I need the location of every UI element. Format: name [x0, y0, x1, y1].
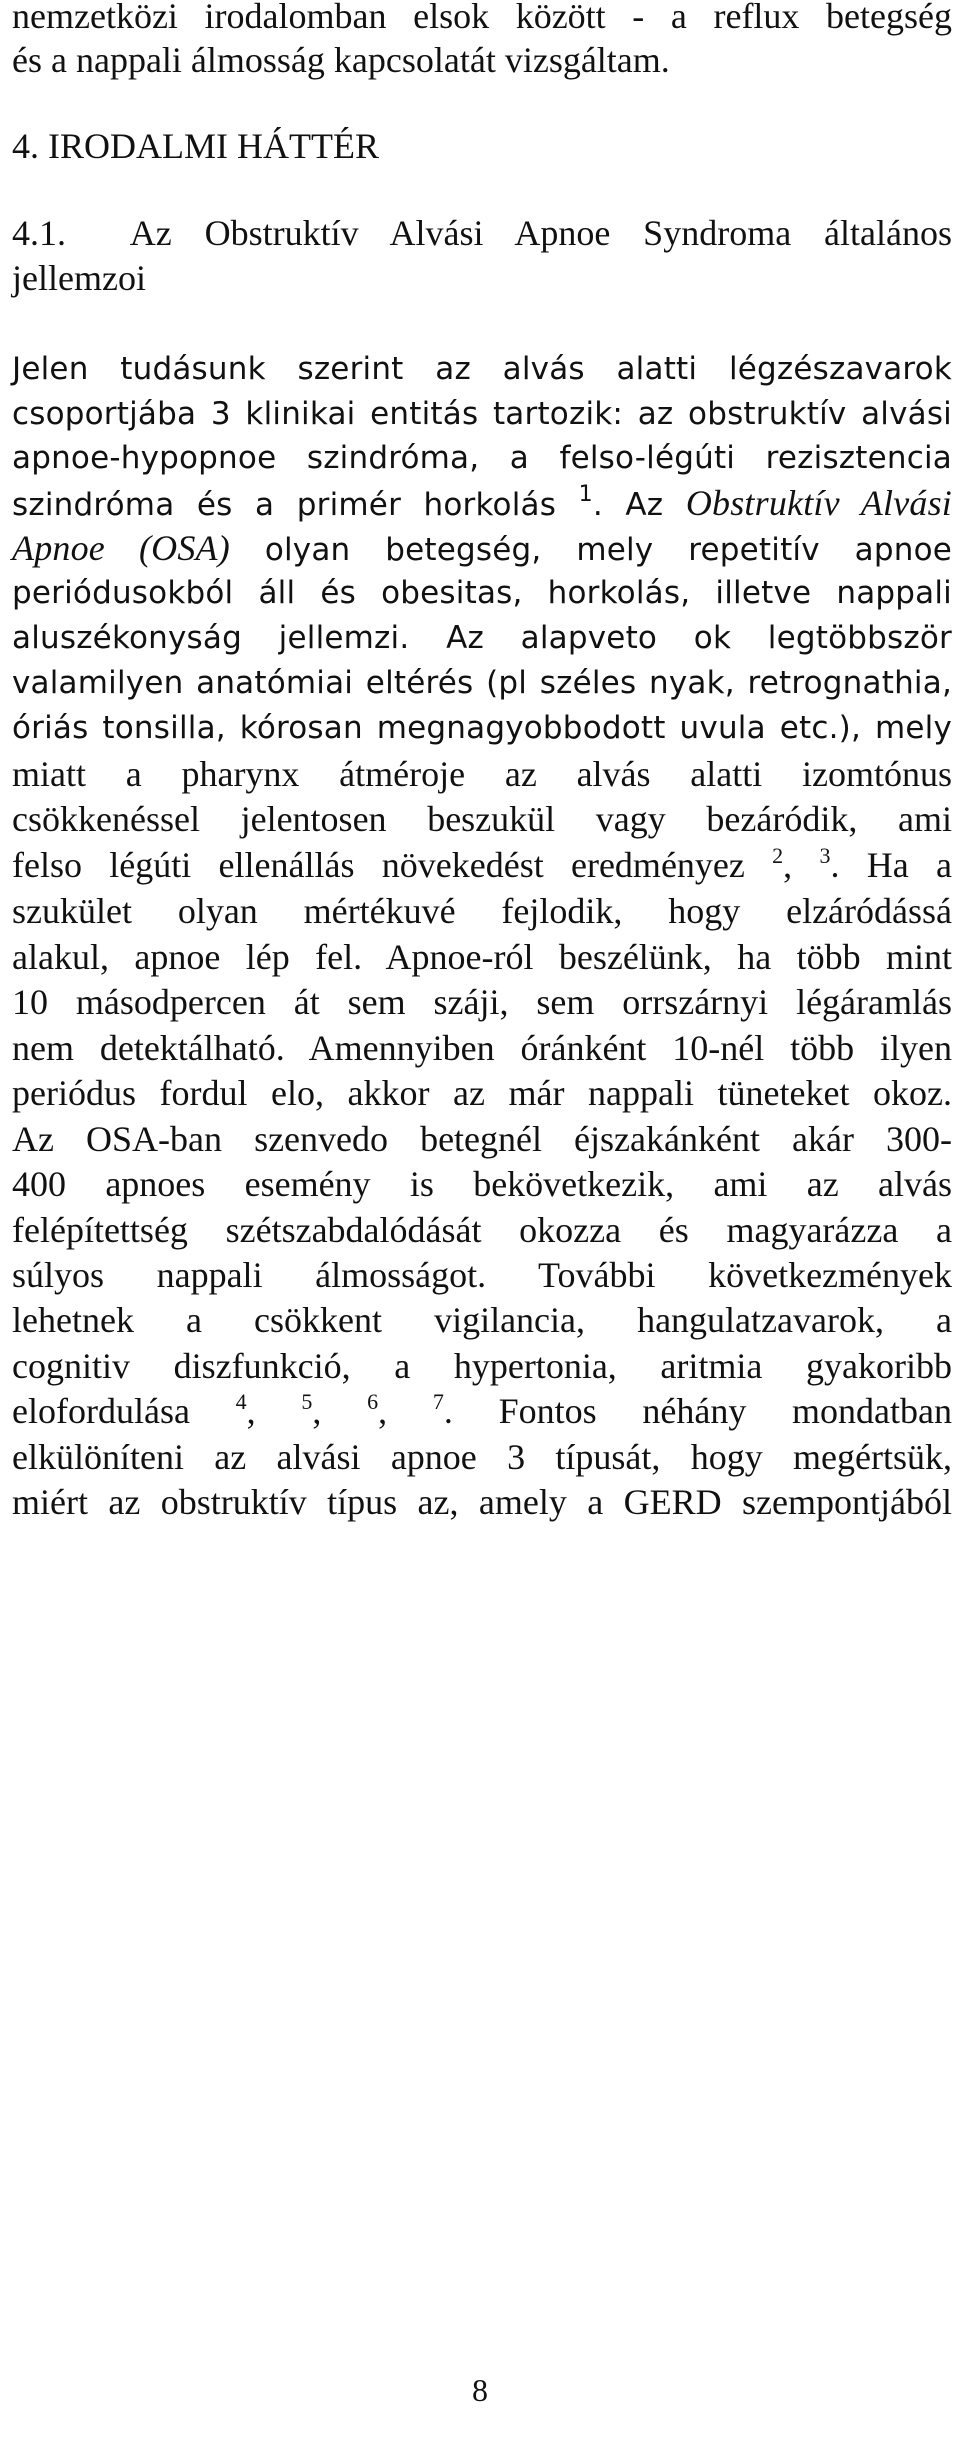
paragraph-line	[12, 526, 952, 572]
citation-ref: 2	[772, 843, 784, 868]
citation-ref: 3	[819, 843, 831, 868]
paragraph-line	[12, 843, 952, 887]
text-run: Jelen tudásunk szerint az alvás alatti légzészavarok	[12, 351, 952, 387]
section-heading	[12, 124, 952, 168]
text-run: 10 másodpercen át sem száji, sem orrszárnyi légáramlás	[12, 982, 952, 1022]
intro-line	[12, 0, 952, 38]
paragraph-line	[12, 616, 952, 660]
paragraph-line	[12, 1480, 952, 1524]
heading-text: 4. IRODALMI HÁTTÉR	[12, 126, 379, 166]
text-run: cognitiv diszfunkció, a hypertonia, aritmia gyakoribb	[12, 1346, 952, 1386]
text-run: óriás tonsilla, kórosan megnagyobbodott uvula etc.), mely	[12, 710, 952, 746]
heading-text: jellemzoi	[12, 258, 146, 298]
text-run: csökkenéssel jelentosen beszukül vagy bezáródik, ami	[12, 799, 952, 839]
text-run: 400 apnoes esemény is bekövetkezik, ami az alvás	[12, 1164, 952, 1204]
paragraph-line	[12, 935, 952, 979]
text-run: periódus fordul elo, akkor az már nappali tüneteket okoz.	[12, 1073, 952, 1113]
text-run: miatt a pharynx átméroje az alvás alatti izomtónus	[12, 754, 952, 794]
paragraph-line	[12, 481, 952, 527]
text-run: apnoe-hypopnoe szindróma, a felso-légúti rezisztencia	[12, 440, 952, 476]
text-run: felépítettség szétszabdalódását okozza és magyarázza a	[12, 1210, 952, 1250]
paragraph-line	[12, 436, 952, 480]
italic-term: Apnoe (OSA)	[12, 528, 230, 568]
subsection-heading	[12, 211, 952, 255]
text-run: valamilyen anatómiai eltérés (pl széles nyak, retrognathia,	[12, 665, 952, 701]
paragraph-line	[12, 1435, 952, 1479]
paragraph-line	[12, 706, 952, 750]
paragraph-line	[12, 1344, 952, 1388]
text-run: súlyos nappali álmosságot. További következmények	[12, 1255, 952, 1295]
text-run: . Az	[592, 487, 664, 523]
text-run: és a nappali álmosság kapcsolatát vizsgáltam.	[12, 40, 670, 80]
subsection-heading-cont	[12, 256, 952, 300]
paragraph-line	[12, 1117, 952, 1161]
text-run: olyan betegség, mely repetitív apnoe	[264, 532, 953, 568]
page-number: 8	[472, 2372, 488, 2408]
paragraph-line	[12, 347, 952, 391]
paragraph-line	[12, 797, 952, 841]
text-run: elofordulása	[12, 1391, 190, 1431]
text-run: szindróma és a primér horkolás	[12, 487, 557, 523]
text-run: . Fontos néhány mondatban	[443, 1391, 953, 1431]
citation-ref: 1	[578, 482, 593, 507]
text-run: . Ha a	[830, 845, 952, 885]
paragraph-line	[12, 1026, 952, 1070]
text-run: csoportjába 3 klinikai entitás tartozik: az obstruktív alvási	[12, 396, 952, 432]
paragraph-line: elofordulása $^4$, $^5$, $^6$, $^7$. Fontos néhány mondatban	[12, 1389, 953, 1431]
text-run: miért az obstruktív típus az, amely a GERD szempontjából	[12, 1482, 952, 1522]
paragraph-line	[12, 889, 952, 933]
paragraph-line	[12, 571, 952, 615]
text-run: nem detektálható. Amennyiben óránként 10-nél több ilyen	[12, 1028, 952, 1068]
paragraph-line	[12, 980, 952, 1024]
text-run: lehetnek a csökkent vigilancia, hangulatzavarok, a	[12, 1300, 952, 1340]
text-run: aluszékonyság jellemzi. Az alapveto ok legtöbbször	[12, 620, 952, 656]
text-run: felso légúti ellenállás növekedést eredményez	[12, 845, 745, 885]
text-run: alakul, apnoe lép fel. Apnoe-ról beszélünk, ha több mint	[12, 937, 952, 977]
intro-line	[12, 38, 952, 82]
paragraph-line	[12, 1298, 952, 1342]
text-run: nemzetközi irodalomban elsok között - a reflux betegség	[12, 0, 952, 36]
text-run: elkülöníteni az alvási apnoe 3 típusát, hogy megértsük,	[12, 1437, 952, 1477]
citation-ref: 6	[367, 1389, 379, 1414]
paragraph-line	[12, 661, 952, 705]
text-run: periódusokból áll és obesitas, horkolás, illetve nappali	[12, 575, 952, 611]
text-run: ,	[783, 845, 793, 885]
heading-text: 4.1. Az Obstruktív Alvási Apnoe Syndroma általános	[12, 213, 952, 253]
text-run: szukület olyan mértékuvé fejlodik, hogy elzáródássá	[12, 891, 952, 931]
paragraph-line	[12, 1162, 952, 1206]
text-run: Az OSA-ban szenvedo betegnél éjszakánként akár 300-	[12, 1119, 952, 1159]
paragraph-line	[12, 1071, 952, 1115]
paragraph-line	[12, 392, 952, 436]
citation-ref: 4	[235, 1389, 247, 1414]
paragraph-line	[12, 1208, 952, 1252]
paragraph-line	[12, 752, 952, 796]
italic-term: Obstruktív Alvási	[685, 483, 952, 523]
paragraph-line	[12, 1253, 952, 1297]
citation-ref: 5	[301, 1389, 313, 1414]
citation-ref: 7	[432, 1389, 444, 1414]
